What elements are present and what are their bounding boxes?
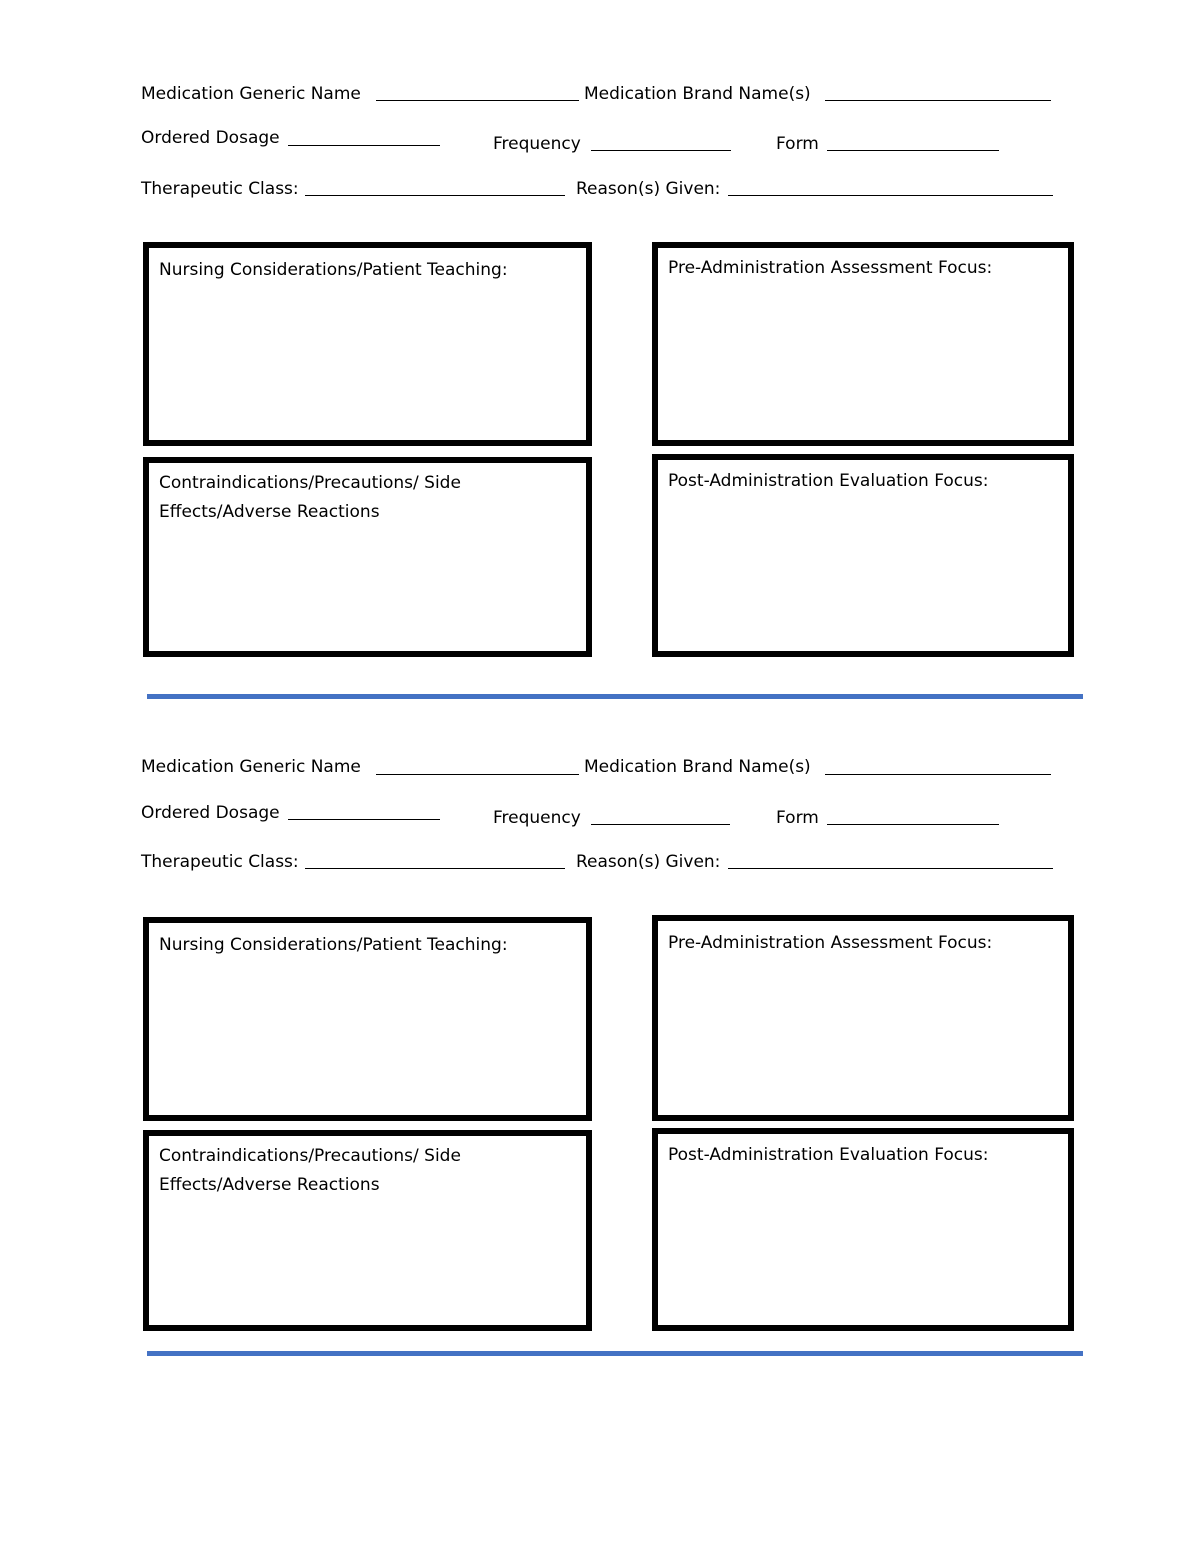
form-label: Form xyxy=(776,134,819,154)
therapeutic-class-blank[interactable] xyxy=(305,868,565,869)
generic-name-label: Medication Generic Name xyxy=(141,757,361,777)
generic-name-label: Medication Generic Name xyxy=(141,84,361,104)
generic-name-blank[interactable] xyxy=(376,774,579,775)
pre-administration-label: Pre-Administration Assessment Focus: xyxy=(668,258,993,278)
post-administration-box[interactable] xyxy=(652,454,1074,657)
brand-name-blank[interactable] xyxy=(825,100,1051,101)
pre-administration-box[interactable] xyxy=(652,915,1074,1121)
generic-name-blank[interactable] xyxy=(376,100,579,101)
contraindications-label-line-1: Contraindications/Precautions/ Side xyxy=(159,1146,461,1166)
reasons-given-blank[interactable] xyxy=(728,868,1053,869)
frequency-label: Frequency xyxy=(493,808,581,828)
pre-administration-label: Pre-Administration Assessment Focus: xyxy=(668,933,993,953)
contraindications-label-line-2: Effects/Adverse Reactions xyxy=(159,1175,380,1195)
brand-name-label: Medication Brand Name(s) xyxy=(584,84,811,104)
pre-administration-box[interactable] xyxy=(652,242,1074,446)
brand-name-label: Medication Brand Name(s) xyxy=(584,757,811,777)
contraindications-box[interactable] xyxy=(143,457,592,657)
nursing-considerations-box[interactable] xyxy=(143,242,592,446)
nursing-considerations-box[interactable] xyxy=(143,917,592,1121)
post-administration-label: Post-Administration Evaluation Focus: xyxy=(668,471,989,491)
ordered-dosage-blank[interactable] xyxy=(288,819,440,820)
section-divider-1 xyxy=(147,694,1083,699)
form-blank[interactable] xyxy=(827,150,999,151)
contraindications-label xyxy=(159,1142,461,1200)
contraindications-box[interactable] xyxy=(143,1130,592,1331)
contraindications-label xyxy=(159,469,461,527)
contraindications-label-line-2: Effects/Adverse Reactions xyxy=(159,502,380,522)
reasons-given-label: Reason(s) Given: xyxy=(576,179,721,199)
therapeutic-class-label: Therapeutic Class: xyxy=(141,852,299,872)
form-blank[interactable] xyxy=(827,824,999,825)
ordered-dosage-blank[interactable] xyxy=(288,145,440,146)
nursing-considerations-label: Nursing Considerations/Patient Teaching: xyxy=(159,260,508,280)
section-divider-2 xyxy=(147,1351,1083,1356)
form-label: Form xyxy=(776,808,819,828)
frequency-blank[interactable] xyxy=(591,150,731,151)
frequency-label: Frequency xyxy=(493,134,581,154)
therapeutic-class-label: Therapeutic Class: xyxy=(141,179,299,199)
contraindications-label-line-1: Contraindications/Precautions/ Side xyxy=(159,473,461,493)
reasons-given-label: Reason(s) Given: xyxy=(576,852,721,872)
therapeutic-class-blank[interactable] xyxy=(305,195,565,196)
frequency-blank[interactable] xyxy=(591,824,730,825)
nursing-considerations-label: Nursing Considerations/Patient Teaching: xyxy=(159,935,508,955)
post-administration-label: Post-Administration Evaluation Focus: xyxy=(668,1145,989,1165)
brand-name-blank[interactable] xyxy=(825,774,1051,775)
post-administration-box[interactable] xyxy=(652,1128,1074,1331)
ordered-dosage-label: Ordered Dosage xyxy=(141,803,280,823)
ordered-dosage-label: Ordered Dosage xyxy=(141,128,280,148)
reasons-given-blank[interactable] xyxy=(728,195,1053,196)
